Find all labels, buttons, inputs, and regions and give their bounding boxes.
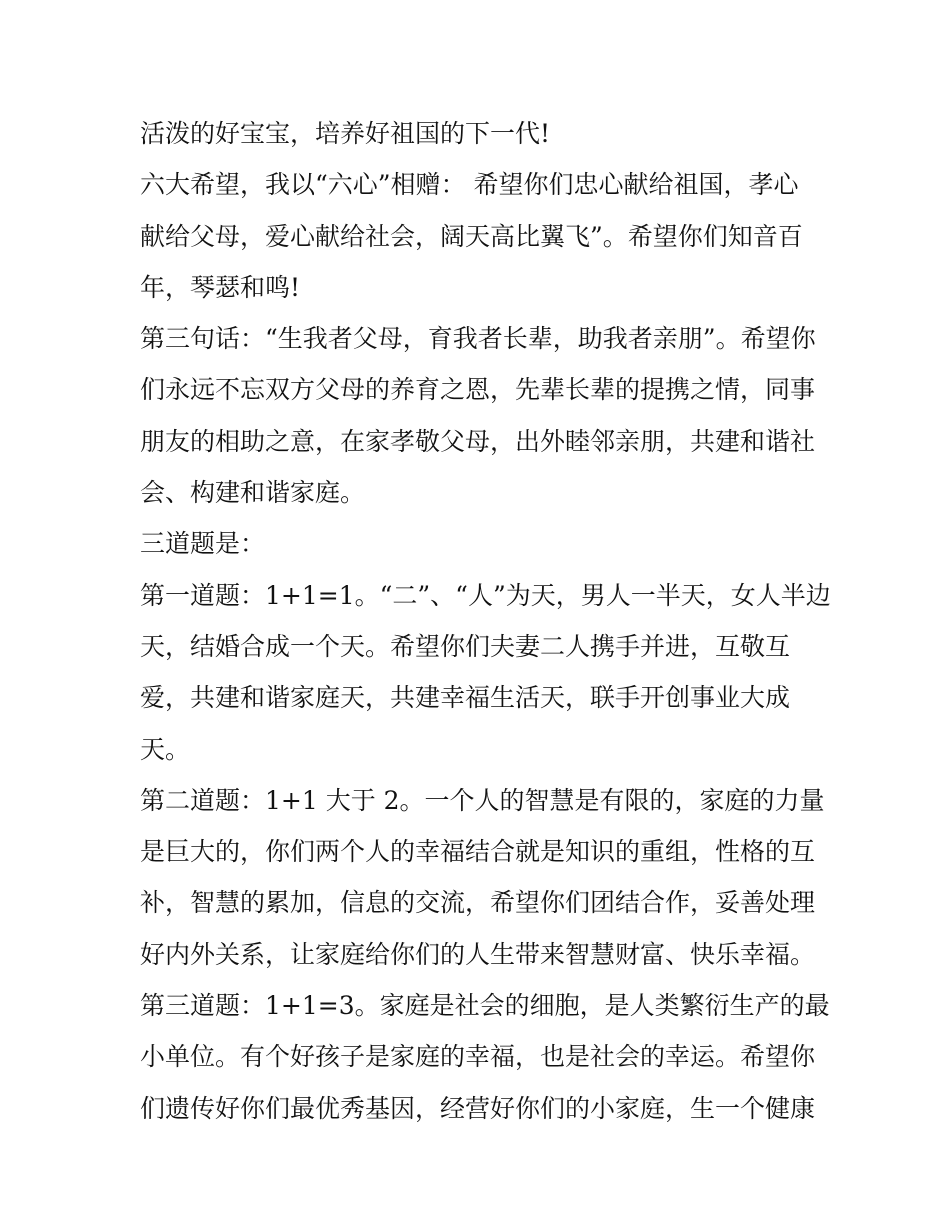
paragraph-7	[140, 980, 830, 1134]
paragraph-5	[140, 570, 831, 775]
text-line: 天。	[140, 734, 191, 764]
text-line: 是巨大的，你们两个人的幸福结合就是知识的重组，性格的互	[140, 837, 816, 867]
paragraph-3	[140, 313, 820, 518]
text-line: 第二道题：1+1 大于 2。一个人的智慧是有限的，家庭的力量	[140, 785, 825, 815]
text-line: 会、构建和谐家庭。	[140, 478, 366, 508]
document-body	[140, 108, 831, 1134]
text-line: 好内外关系，让家庭给你们的人生带来智慧财富、快乐幸福。	[140, 939, 816, 969]
paragraph-1	[140, 108, 820, 159]
text-line: 们遗传好你们最优秀基因，经营好你们的小家庭，生一个健康	[140, 1093, 816, 1123]
text-line: 第一道题：1+1=1。“二”、“人”为天，男人一半天，女人半边	[140, 580, 831, 610]
text-line: 献给父母，爱心献给社会，阔天高比翼飞”。希望你们知音百	[140, 221, 803, 251]
text-line: 第三道题：1+1=3。家庭是社会的细胞，是人类繁衍生产的最	[140, 991, 830, 1021]
paragraph-6	[140, 775, 825, 980]
text-line: 朋友的相助之意，在家孝敬父母，出外睦邻亲朋，共建和谐社	[140, 426, 816, 456]
text-line: 第三句话：“生我者父母，育我者长辈，助我者亲朋”。希望你	[140, 324, 816, 354]
paragraph-2	[140, 159, 820, 313]
text-line: 补，智慧的累加，信息的交流，希望你们团结合作，妥善处理	[140, 888, 816, 918]
paragraph-4	[140, 518, 820, 569]
text-line: 爱，共建和谐家庭天，共建幸福生活天，联手开创事业大成	[140, 683, 791, 713]
text-line: 三道题是：	[140, 529, 266, 559]
text-line: 年，琴瑟和鸣!	[140, 272, 301, 302]
text-line: 们永远不忘双方父母的养育之恩，先辈长辈的提携之情，同事	[140, 375, 816, 405]
text-line: 活泼的好宝宝，培养好祖国的下一代!	[140, 119, 551, 148]
text-line: 六大希望，我以“六心”相赠： 希望你们忠心献给祖国，孝心	[140, 170, 799, 200]
text-line: 天，结婚合成一个天。希望你们夫妻二人携手并进，互敬互	[140, 631, 791, 661]
text-line: 小单位。有个好孩子是家庭的幸福，也是社会的幸运。希望你	[140, 1042, 816, 1072]
